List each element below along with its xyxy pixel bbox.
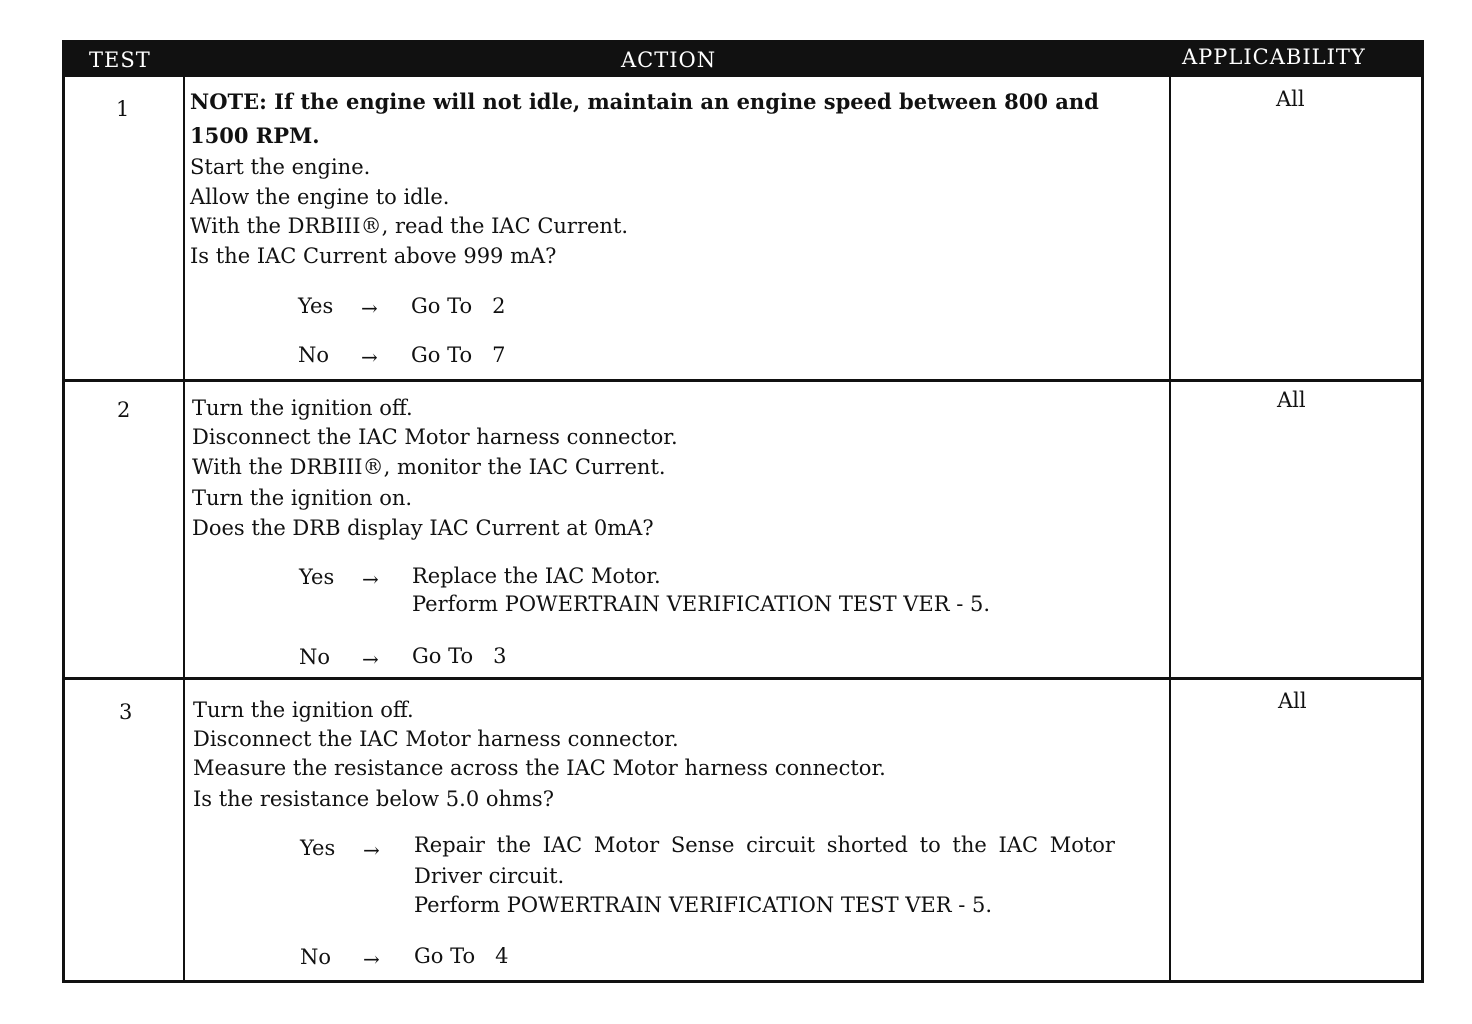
no-label: No bbox=[299, 645, 331, 669]
no-action: Go To 3 bbox=[412, 644, 507, 668]
yes-action: Driver circuit. bbox=[414, 864, 565, 888]
step-text: Disconnect the IAC Motor harness connector. bbox=[193, 727, 679, 751]
arrow-icon: → bbox=[361, 345, 378, 369]
step-text: Turn the ignition off. bbox=[192, 396, 413, 420]
header-action: ACTION bbox=[621, 48, 717, 72]
test-number: 2 bbox=[117, 398, 131, 422]
yes-label: Yes bbox=[299, 565, 335, 589]
no-label: No bbox=[300, 945, 332, 969]
step-text: With the DRBIII®, monitor the IAC Current. bbox=[192, 455, 666, 479]
row-divider bbox=[65, 379, 1421, 382]
header-applicability: APPLICABILITY bbox=[1182, 45, 1366, 69]
header-test: TEST bbox=[89, 48, 151, 72]
column-divider bbox=[1169, 77, 1171, 983]
yes-label: Yes bbox=[300, 836, 336, 860]
step-text: Disconnect the IAC Motor harness connector. bbox=[192, 425, 678, 449]
yes-action: Perform POWERTRAIN VERIFICATION TEST VER - 5. bbox=[414, 893, 993, 917]
yes-action: Perform POWERTRAIN VERIFICATION TEST VER - 5. bbox=[412, 592, 991, 616]
row-divider bbox=[65, 677, 1421, 680]
no-action: Go To 7 bbox=[411, 343, 506, 367]
step-text: Does the DRB display IAC Current at 0mA? bbox=[192, 516, 654, 540]
step-text: With the DRBIII®, read the IAC Current. bbox=[190, 214, 629, 238]
step-text: Allow the engine to idle. bbox=[190, 185, 450, 209]
no-action: Go To 4 bbox=[414, 944, 509, 968]
note-text: 1500 RPM. bbox=[190, 123, 320, 148]
test-number: 1 bbox=[116, 97, 130, 121]
arrow-icon: → bbox=[362, 567, 379, 591]
step-text: Is the IAC Current above 999 mA? bbox=[190, 244, 557, 268]
step-text: Start the engine. bbox=[190, 155, 371, 179]
no-label: No bbox=[298, 343, 330, 367]
applicability-value: All bbox=[1278, 689, 1307, 713]
arrow-icon: → bbox=[362, 647, 379, 671]
step-text: Turn the ignition on. bbox=[192, 486, 413, 510]
table-header bbox=[65, 43, 1421, 77]
arrow-icon: → bbox=[363, 947, 380, 971]
column-divider bbox=[183, 77, 185, 983]
yes-label: Yes bbox=[298, 294, 334, 318]
arrow-icon: → bbox=[361, 296, 378, 320]
arrow-icon: → bbox=[363, 838, 380, 862]
note-text: NOTE: If the engine will not idle, maintain an engine speed between 800 and bbox=[190, 89, 1099, 114]
step-text: Turn the ignition off. bbox=[193, 698, 414, 722]
step-text: Measure the resistance across the IAC Motor harness connector. bbox=[193, 756, 886, 780]
diagnostic-test-table bbox=[62, 40, 1424, 983]
applicability-value: All bbox=[1276, 87, 1305, 111]
applicability-value: All bbox=[1277, 388, 1306, 412]
test-number: 3 bbox=[119, 700, 133, 724]
step-text: Is the resistance below 5.0 ohms? bbox=[193, 787, 554, 811]
yes-action: Go To 2 bbox=[411, 294, 506, 318]
yes-action: Replace the IAC Motor. bbox=[412, 564, 661, 588]
yes-action: Repair the IAC Motor Sense circuit shorted to the IAC Motor bbox=[414, 833, 1115, 857]
